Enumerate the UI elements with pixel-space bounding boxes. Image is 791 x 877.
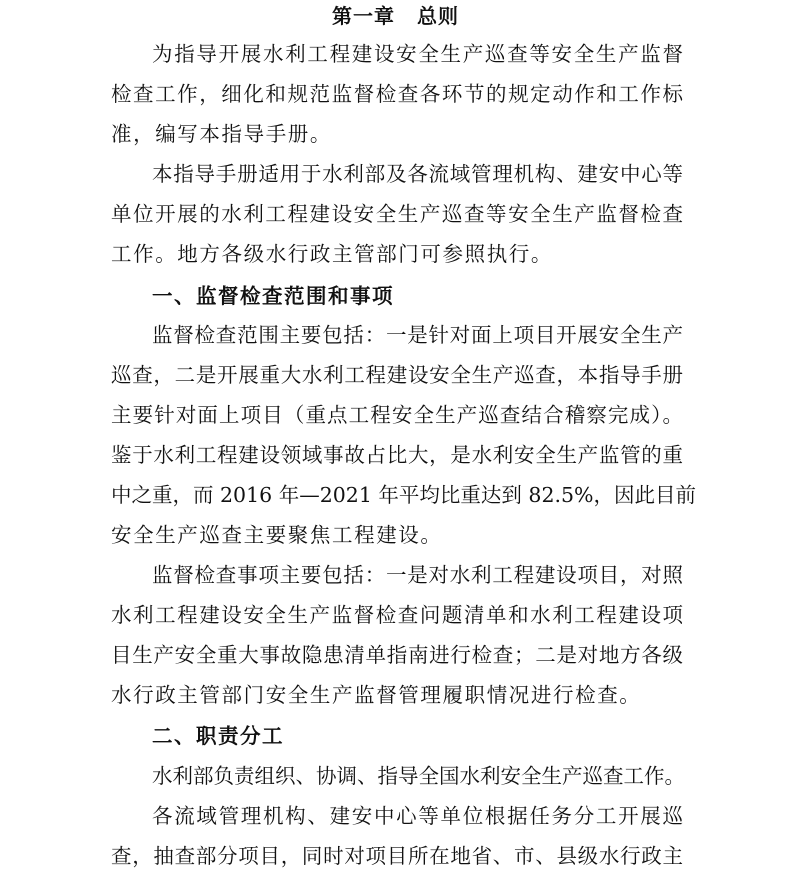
chapter-title bbox=[0, 2, 791, 30]
paragraph-line: 本指导手册适用于水利部及各流域管理机构、建安中心等 bbox=[152, 162, 683, 186]
paragraph-line: 监督检查范围主要包括：一是针对面上项目开展安全生产 bbox=[152, 323, 683, 347]
section-heading-1: 一、监督检查范围和事项 bbox=[152, 284, 394, 308]
paragraph-line: 各流域管理机构、建安中心等单位根据任务分工开展巡 bbox=[152, 804, 683, 828]
paragraph-line: 检查工作，细化和规范监督检查各环节的规定动作和工作标 bbox=[111, 82, 683, 106]
paragraph-line: 监督检查事项主要包括：一是对水利工程建设项目，对照 bbox=[152, 563, 683, 587]
paragraph-line: 准，编写本指导手册。 bbox=[111, 122, 332, 146]
paragraph-line: 中之重，而 2016 年—2021 年平均比重达到 82.5%，因此目前 bbox=[111, 483, 697, 507]
paragraph-line: 水利工程建设安全生产监督检查问题清单和水利工程建设项 bbox=[111, 603, 683, 627]
paragraph-line: 巡查，二是开展重大水利工程建设安全生产巡查，本指导手册 bbox=[111, 363, 683, 387]
paragraph-line: 主要针对面上项目（重点工程安全生产巡查结合稽察完成）。 bbox=[111, 403, 683, 427]
paragraph-line: 单位开展的水利工程建设安全生产巡查等安全生产监督检查 bbox=[111, 202, 683, 226]
chapter-name: 总则 bbox=[417, 4, 459, 28]
paragraph-line: 水行政主管部门安全生产监督管理履职情况进行检查。 bbox=[111, 683, 642, 707]
paragraph-line: 工作。地方各级水行政主管部门可参照执行。 bbox=[111, 242, 553, 266]
paragraph-line: 安全生产巡查主要聚焦工程建设。 bbox=[111, 523, 443, 547]
section-heading-2: 二、职责分工 bbox=[152, 724, 284, 748]
paragraph-line: 为指导开展水利工程建设安全生产巡查等安全生产监督 bbox=[152, 42, 683, 66]
paragraph-line: 水利部负责组织、协调、指导全国水利安全生产巡查工作。 bbox=[152, 764, 685, 788]
chapter-number: 第一章 bbox=[332, 4, 395, 28]
paragraph-line: 鉴于水利工程建设领域事故占比大，是水利安全生产监管的重 bbox=[111, 443, 683, 467]
paragraph-line: 查，抽查部分项目，同时对项目所在地省、市、县级水行政主 bbox=[111, 844, 683, 868]
paragraph-line: 目生产安全重大事故隐患清单指南进行检查；二是对地方各级 bbox=[111, 643, 683, 667]
